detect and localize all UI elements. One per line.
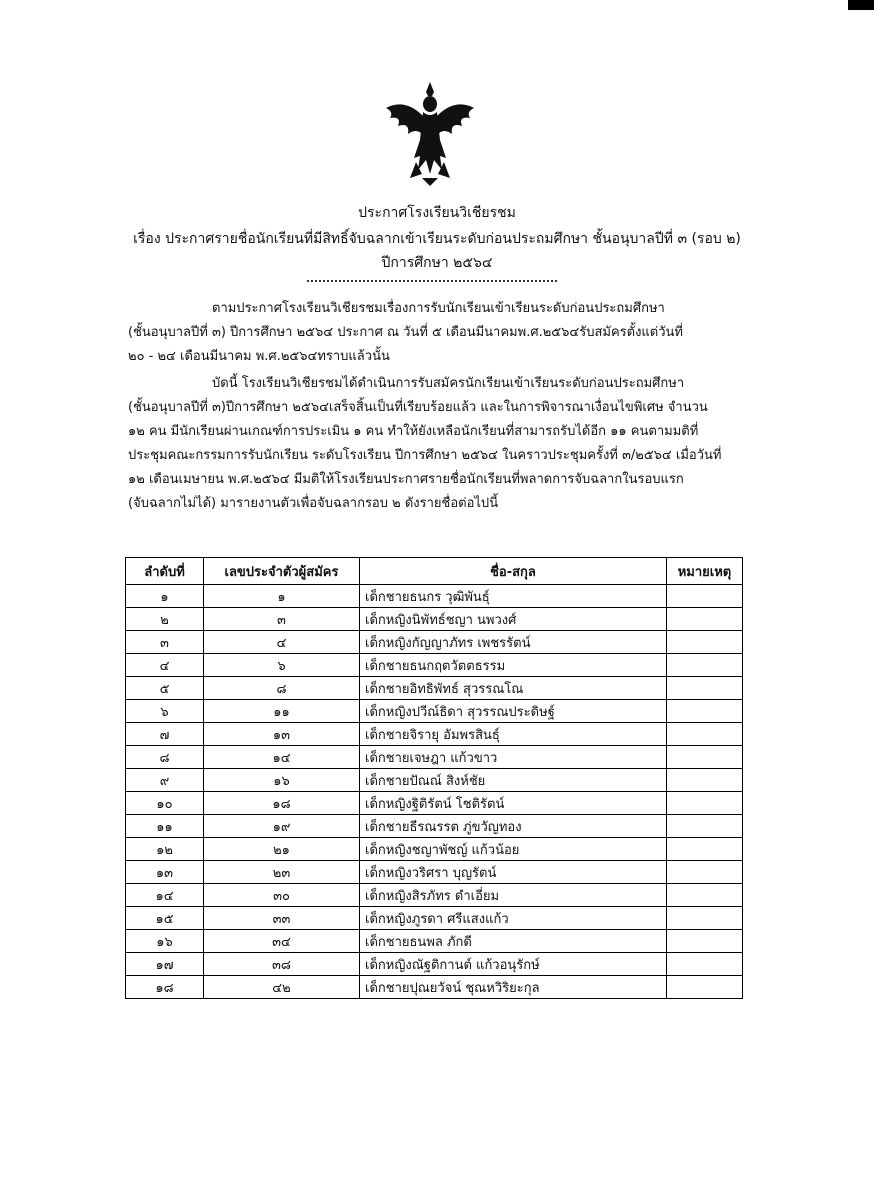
order-cell: ๓ (126, 631, 204, 654)
table-row (126, 953, 743, 976)
remark-cell (667, 631, 743, 654)
table-row (126, 723, 743, 746)
paragraph-2 (128, 372, 746, 516)
col-header-name: ชื่อ-สกุล (360, 558, 667, 585)
paragraph-line: บัดนี้ โรงเรียนวิเชียรชมได้ดำเนินการรับสมัครนักเรียนเข้าเรียนระดับก่อนประถมศึกษา (212, 376, 685, 391)
student-name-cell: เด็กชายธีรณรรต ภู่ขวัญทอง (360, 815, 667, 838)
order-cell: ๒ (126, 608, 204, 631)
announcement-title: ประกาศโรงเรียนวิเชียรชม (358, 205, 516, 221)
order-cell: ๖ (126, 700, 204, 723)
applicant-no-cell: ๓๐ (204, 884, 360, 907)
student-name-cell: เด็กหญิงฐิติรัตน์ โชติรัตน์ (360, 792, 667, 815)
remark-cell (667, 677, 743, 700)
remark-cell (667, 861, 743, 884)
table-row (126, 884, 743, 907)
student-name-cell: เด็กชายเจษฎา แก้วขาว (360, 746, 667, 769)
table-row (126, 792, 743, 815)
applicant-no-cell: ๑๘ (204, 792, 360, 815)
table-body (126, 585, 743, 999)
applicant-no-cell: ๑๓ (204, 723, 360, 746)
student-name-cell: เด็กหญิงนิพัทธ์ชญา นพวงศ์ (360, 608, 667, 631)
order-cell: ๑๕ (126, 907, 204, 930)
remark-cell (667, 746, 743, 769)
applicant-no-cell: ๔ (204, 631, 360, 654)
applicant-no-cell: ๑๔ (204, 746, 360, 769)
order-cell: ๕ (126, 677, 204, 700)
remark-cell (667, 976, 743, 999)
applicant-no-cell: ๓ (204, 608, 360, 631)
table-row (126, 838, 743, 861)
paragraph-line: ๒๐ - ๒๔ เดือนมีนาคม พ.ศ.๒๕๖๔ทราบแล้วนั้น (128, 349, 390, 364)
applicant-no-cell: ๑๖ (204, 769, 360, 792)
student-name-cell: เด็กชายจิรายุ อัมพรสินธุ์ (360, 723, 667, 746)
order-cell: ๑๐ (126, 792, 204, 815)
applicant-no-cell: ๓๔ (204, 930, 360, 953)
table-row (126, 769, 743, 792)
order-cell: ๙ (126, 769, 204, 792)
order-cell: ๑ (126, 585, 204, 608)
applicant-no-cell: ๖ (204, 654, 360, 677)
remark-cell (667, 585, 743, 608)
scan-corner-mark (848, 0, 874, 10)
order-cell: ๘ (126, 746, 204, 769)
order-cell: ๑๘ (126, 976, 204, 999)
paragraph-1 (128, 297, 746, 369)
academic-year: ปีการศึกษา ๒๕๖๔ (381, 255, 493, 271)
applicant-no-cell: ๔๒ (204, 976, 360, 999)
student-name-cell: เด็กชายธนพล ภักดี (360, 930, 667, 953)
remark-cell (667, 884, 743, 907)
table-row (126, 700, 743, 723)
table-header-row (126, 558, 743, 585)
student-name-cell: เด็กหญิงภูรดา ศรีแสงแก้ว (360, 907, 667, 930)
applicant-no-cell: ๓๓ (204, 907, 360, 930)
paragraph-line: ๑๒ คน มีนักเรียนผ่านเกณฑ์การประเมิน ๑ คน ทำให้ยังเหลือนักเรียนที่สามารถรับได้อีก ๑๑ คนตามมติที่ (128, 424, 699, 439)
applicant-no-cell: ๒๑ (204, 838, 360, 861)
paragraph-line: (จับฉลากไม่ได้) มารายงานตัวเพื่อจับฉลากรอบ ๒ ดังรายชื่อต่อไปนี้ (128, 496, 499, 511)
col-header-order: ลำดับที่ (126, 558, 204, 585)
remark-cell (667, 608, 743, 631)
student-name-cell: เด็กหญิงกัญญาภัทร เพชรรัตน์ (360, 631, 667, 654)
order-cell: ๑๒ (126, 838, 204, 861)
order-cell: ๑๖ (126, 930, 204, 953)
order-cell: ๑๓ (126, 861, 204, 884)
remark-cell (667, 953, 743, 976)
table-row (126, 746, 743, 769)
student-name-cell: เด็กหญิงปวีณ์ธิดา สุวรรณประดิษฐ์ (360, 700, 667, 723)
remark-cell (667, 769, 743, 792)
table-row (126, 907, 743, 930)
student-name-cell: เด็กหญิงสิรภัทร ดำเอี่ยม (360, 884, 667, 907)
student-name-cell: เด็กหญิงชญาพัชญ์ แก้วน้อย (360, 838, 667, 861)
applicant-no-cell: ๓๘ (204, 953, 360, 976)
paragraph-line: ๑๒ เดือนเมษายน พ.ศ.๒๕๖๔ มีมติให้โรงเรียนประกาศรายชื่อนักเรียนที่พลาดการจับฉลากในรอบแรก (128, 472, 684, 487)
remark-cell (667, 930, 743, 953)
table-row (126, 815, 743, 838)
table-row (126, 654, 743, 677)
remark-cell (667, 792, 743, 815)
table-row (126, 976, 743, 999)
applicant-no-cell: ๑๑ (204, 700, 360, 723)
announcement-subject: เรื่อง ประกาศรายชื่อนักเรียนที่มีสิทธิ์จับฉลากเข้าเรียนระดับก่อนประถมศึกษา ชั้นอนุบาลปีที่ ๓ (รอบ ๒) (133, 231, 741, 247)
paragraph-line: (ชั้นอนุบาลปีที่ ๓) ปีการศึกษา ๒๕๖๔ ประกาศ ณ วันที่ ๕ เดือนมีนาคมพ.ศ.๒๕๖๔รับสมัครตั้งแต่วันที่ (128, 325, 683, 340)
table-row (126, 930, 743, 953)
remark-cell (667, 815, 743, 838)
order-cell: ๑๑ (126, 815, 204, 838)
student-list-table (125, 557, 743, 999)
table-row (126, 608, 743, 631)
col-header-applicant-no: เลขประจำตัวผู้สมัคร (204, 558, 360, 585)
student-name-cell: เด็กชายปัณณ์ สิงห์ชัย (360, 769, 667, 792)
col-header-remark: หมายเหตุ (667, 558, 743, 585)
remark-cell (667, 700, 743, 723)
table-row (126, 631, 743, 654)
applicant-no-cell: ๑๙ (204, 815, 360, 838)
garuda-emblem-icon (380, 78, 480, 188)
student-name-cell: เด็กชายธนกร วุฒิพันธุ์ (360, 585, 667, 608)
paragraph-line: ตามประกาศโรงเรียนวิเชียรชมเรื่องการรับนักเรียนเข้าเรียนระดับก่อนประถมศึกษา (212, 301, 665, 316)
remark-cell (667, 838, 743, 861)
order-cell: ๑๗ (126, 953, 204, 976)
applicant-no-cell: ๘ (204, 677, 360, 700)
applicant-no-cell: ๑ (204, 585, 360, 608)
remark-cell (667, 907, 743, 930)
student-name-cell: เด็กชายปุณยวัจน์ ชุณหวิริยะกุล (360, 976, 667, 999)
order-cell: ๑๔ (126, 884, 204, 907)
table-row (126, 677, 743, 700)
table-row (126, 861, 743, 884)
order-cell: ๔ (126, 654, 204, 677)
dotted-divider (307, 280, 557, 282)
order-cell: ๗ (126, 723, 204, 746)
student-name-cell: เด็กหญิงวริศรา บุญรัตน์ (360, 861, 667, 884)
remark-cell (667, 723, 743, 746)
paragraph-line: ประชุมคณะกรรมการรับนักเรียน ระดับโรงเรียน ปีการศึกษา ๒๕๖๔ ในคราวประชุมครั้งที่ ๓/๒๕๖๔ เมื่อวันที่ (128, 448, 722, 463)
applicant-no-cell: ๒๓ (204, 861, 360, 884)
student-name-cell: เด็กหญิงณัฐติกานต์ แก้วอนุรักษ์ (360, 953, 667, 976)
remark-cell (667, 654, 743, 677)
student-name-cell: เด็กชายอิทธิพัทธ์ สุวรรณโณ (360, 677, 667, 700)
table-row (126, 585, 743, 608)
student-name-cell: เด็กชายธนกฤตวัตตธรรม (360, 654, 667, 677)
paragraph-line: (ชั้นอนุบาลปีที่ ๓)ปีการศึกษา ๒๕๖๔เสร็จสิ้นเป็นที่เรียบร้อยแล้ว และในการพิจารณาเงื่อนไขพิเศษ จำนวน (128, 400, 708, 415)
